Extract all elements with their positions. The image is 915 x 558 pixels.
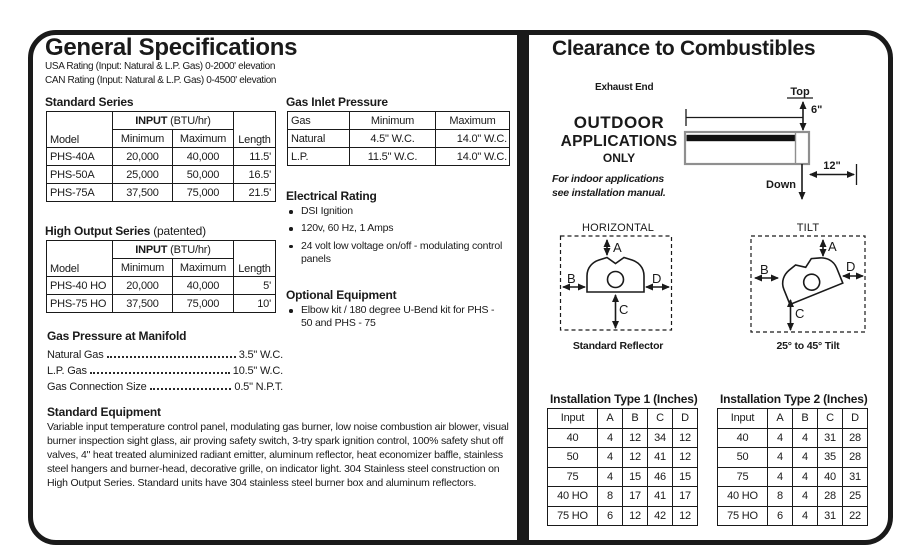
table-cell: 42	[648, 506, 673, 526]
table-row	[288, 148, 510, 166]
tilt-diagram	[745, 222, 871, 352]
gas-pressure-value: 0.5" N.P.T.	[234, 381, 283, 393]
table-row	[47, 166, 276, 184]
table-cell: 6	[768, 506, 793, 526]
gas-pressure-heading: Gas Pressure at Manifold	[47, 329, 187, 343]
table-cell: 4	[793, 487, 818, 507]
general-specs-title: General Specifications	[45, 34, 298, 61]
label-d: D	[846, 259, 856, 274]
table-cell: 4	[768, 448, 793, 468]
table-cell: PHS-50A	[47, 166, 113, 184]
column-header: Length	[234, 112, 276, 148]
table-cell: 41	[648, 448, 673, 468]
standard-series-table	[46, 111, 276, 202]
table-row	[718, 506, 868, 526]
gas-pressure-label: Gas Connection Size	[47, 381, 147, 393]
label-d: D	[652, 271, 662, 286]
exhaust-end-label: Exhaust End	[595, 82, 654, 93]
column-header: C	[818, 409, 843, 429]
table-cell: 4	[768, 428, 793, 448]
input-unit: (BTU/hr)	[167, 114, 211, 127]
table-row	[47, 241, 276, 259]
table-cell: 12	[623, 448, 648, 468]
table-cell: 11.5" W.C.	[350, 148, 436, 166]
tilt-title: TILT	[796, 222, 820, 234]
table-row	[718, 428, 868, 448]
tilted-reflector-group	[777, 251, 843, 304]
electrical-heading: Electrical Rating	[286, 189, 377, 203]
end-clearance-value: 12"	[823, 160, 841, 172]
column-header: D	[673, 409, 698, 429]
table-cell: 14.0" W.C.	[436, 130, 510, 148]
gas-inlet-heading: Gas Inlet Pressure	[286, 95, 388, 109]
table-cell: 40 HO	[548, 487, 598, 507]
gas-pressure-list	[47, 345, 283, 393]
table-cell: 28	[818, 487, 843, 507]
bullet-item: DSI Ignition	[286, 205, 504, 218]
column-header: A	[768, 409, 793, 429]
gas-pressure-row	[47, 361, 283, 377]
table-cell: 40,000	[173, 148, 234, 166]
table-cell: 17	[673, 487, 698, 507]
input-label: INPUT	[135, 243, 168, 256]
dotted-leader	[107, 356, 236, 358]
patented-note: (patented)	[150, 224, 206, 238]
column-header: C	[648, 409, 673, 429]
table-row	[548, 487, 698, 507]
column-header: Input	[718, 409, 768, 429]
table-cell: 75 HO	[718, 506, 768, 526]
electrical-bullet-list	[286, 205, 504, 271]
table-cell: 75	[718, 467, 768, 487]
only-line: ONLY	[602, 151, 636, 165]
table-cell: 20,000	[113, 148, 173, 166]
table-cell: 34	[648, 428, 673, 448]
table-cell: 41	[648, 487, 673, 507]
panel-divider	[517, 30, 529, 545]
table-cell: 50	[718, 448, 768, 468]
burner-tube-circle	[608, 272, 624, 288]
horizontal-clearance-drawing	[555, 234, 681, 334]
table-cell: 75 HO	[548, 506, 598, 526]
tilt-caption: 25° to 45° Tilt	[776, 340, 840, 352]
standard-equipment-body: Variable input temperature control panel, modulating gas burner, low noise combustion air blower, visual burner inspection sight glass, air proving safety switch, 3-try spark ignition control, 100% safety shut off valves, 4" heat treated aluminized radiant emitter, aluminum reflector, heat economizer baffle, stainless steel hangers and burner-head, decorative grille, on indicator light. 304 Stainless steel construction on High Output Series. Standard units have 304 stainless steel burner box and aluminum reflectors.	[47, 421, 509, 490]
indoor-note-line: For indoor applications	[552, 173, 665, 185]
column-header: Maximum	[173, 259, 234, 277]
installation-type1-heading: Installation Type 1 (Inches)	[550, 392, 698, 406]
label-c: C	[619, 302, 629, 317]
table-cell: 4	[598, 467, 623, 487]
horizontal-diagram	[555, 222, 681, 352]
label-a: A	[828, 239, 837, 254]
horizontal-caption: Standard Reflector	[572, 340, 664, 352]
input-label: INPUT	[135, 114, 168, 127]
standard-series-heading: Standard Series	[45, 95, 134, 109]
table-cell: 12	[673, 506, 698, 526]
table-cell: 12	[623, 506, 648, 526]
table-cell: 46	[648, 467, 673, 487]
installation-type2-heading: Installation Type 2 (Inches)	[720, 392, 868, 406]
column-header: Model	[47, 241, 113, 277]
column-header: Minimum	[350, 112, 436, 130]
table-cell: 40	[818, 467, 843, 487]
optional-bullet-list	[286, 304, 504, 335]
table-cell: 28	[843, 448, 868, 468]
column-header: Minimum	[113, 130, 173, 148]
gas-pressure-row	[47, 345, 283, 361]
gas-pressure-row	[47, 377, 283, 393]
table-cell: 14.0" W.C.	[436, 148, 510, 166]
input-unit: (BTU/hr)	[167, 243, 211, 256]
dotted-leader	[90, 372, 230, 374]
table-cell: 4	[793, 467, 818, 487]
table-row	[718, 448, 868, 468]
table-cell: 4	[768, 467, 793, 487]
applications-line: APPLICATIONS	[560, 133, 678, 150]
column-header: A	[598, 409, 623, 429]
label-c: C	[795, 306, 805, 321]
high-output-heading: High Output Series (patented)	[45, 224, 206, 238]
exhaust-clearance-diagram	[660, 82, 875, 207]
table-cell: 21.5'	[234, 184, 276, 202]
table-cell: 40,000	[173, 277, 234, 295]
column-header: Input	[548, 409, 598, 429]
table-row	[47, 112, 276, 130]
table-row	[548, 428, 698, 448]
tilt-clearance-drawing	[745, 234, 871, 334]
table-row	[288, 112, 510, 130]
heater-tube-stripe	[687, 135, 796, 141]
installation-type2-table	[717, 408, 868, 526]
table-cell: PHS-75A	[47, 184, 113, 202]
table-cell: 11.5'	[234, 148, 276, 166]
indoor-note-line: see installation manual.	[552, 186, 666, 199]
table-cell: 4	[793, 506, 818, 526]
bullet-item: 120v, 60 Hz, 1 Amps	[286, 222, 504, 235]
table-cell: 15	[623, 467, 648, 487]
column-header: Maximum	[173, 130, 234, 148]
table-cell: 37,500	[113, 295, 173, 313]
table-cell: 8	[768, 487, 793, 507]
table-cell: PHS-40A	[47, 148, 113, 166]
input-span-header	[113, 241, 234, 259]
table-cell: 20,000	[113, 277, 173, 295]
table-cell: 4	[598, 428, 623, 448]
table-cell: 40	[718, 428, 768, 448]
label-a: A	[613, 240, 622, 255]
dotted-leader	[150, 388, 232, 390]
table-cell: 40 HO	[718, 487, 768, 507]
table-cell: 35	[818, 448, 843, 468]
table-cell: 25	[843, 487, 868, 507]
table-row	[288, 130, 510, 148]
table-cell: 75	[548, 467, 598, 487]
column-header: D	[843, 409, 868, 429]
table-cell: 8	[598, 487, 623, 507]
table-cell: 50	[548, 448, 598, 468]
standard-equipment-heading: Standard Equipment	[47, 405, 161, 419]
column-header: B	[623, 409, 648, 429]
table-cell: 31	[843, 467, 868, 487]
table-row	[548, 409, 698, 429]
table-cell: 15	[673, 467, 698, 487]
table-row	[47, 295, 276, 313]
column-header: Minimum	[113, 259, 173, 277]
table-cell: PHS-75 HO	[47, 295, 113, 313]
table-cell: 75,000	[173, 295, 234, 313]
outdoor-line: OUTDOOR	[573, 113, 665, 132]
table-row	[718, 487, 868, 507]
label-b: B	[567, 271, 576, 286]
table-cell: 37,500	[113, 184, 173, 202]
gas-pressure-label: L.P. Gas	[47, 365, 87, 377]
table-cell: 12	[623, 428, 648, 448]
bullet-item: Elbow kit / 180 degree U-Bend kit for PHS - 50 and PHS - 75	[286, 304, 504, 331]
table-row	[47, 277, 276, 295]
column-header: Length	[234, 241, 276, 277]
table-row	[548, 448, 698, 468]
table-cell: Natural	[288, 130, 350, 148]
table-cell: 4	[793, 448, 818, 468]
table-row	[548, 467, 698, 487]
horizontal-title: HORIZONTAL	[581, 222, 655, 234]
table-row	[548, 506, 698, 526]
high-output-table	[46, 240, 276, 313]
table-cell: L.P.	[288, 148, 350, 166]
table-cell: 22	[843, 506, 868, 526]
can-rating-line: CAN Rating (Input: Natural & L.P. Gas) 0-4500' elevation	[45, 75, 277, 86]
table-row	[47, 148, 276, 166]
column-header: Gas	[288, 112, 350, 130]
installation-type1-table	[547, 408, 698, 526]
table-cell: 50,000	[173, 166, 234, 184]
input-span-header	[113, 112, 234, 130]
table-cell: 75,000	[173, 184, 234, 202]
table-cell: 17	[623, 487, 648, 507]
table-row	[47, 184, 276, 202]
table-row	[718, 467, 868, 487]
table-cell: 5'	[234, 277, 276, 295]
usa-rating-line: USA Rating (Input: Natural & L.P. Gas) 0-2000' elevation	[45, 61, 276, 72]
table-cell: 25,000	[113, 166, 173, 184]
column-header: Model	[47, 112, 113, 148]
top-clearance-value: 6"	[811, 104, 823, 116]
column-header: Maximum	[436, 112, 510, 130]
label-b: B	[760, 262, 769, 277]
table-cell: 4.5" W.C.	[350, 130, 436, 148]
table-cell: 12	[673, 448, 698, 468]
top-label: Top	[790, 86, 810, 98]
table-cell: 16.5'	[234, 166, 276, 184]
table-cell: 12	[673, 428, 698, 448]
table-cell: 31	[818, 506, 843, 526]
optional-heading: Optional Equipment	[286, 288, 397, 302]
table-cell: 28	[843, 428, 868, 448]
gas-pressure-value: 3.5" W.C.	[238, 349, 283, 361]
clearance-title: Clearance to Combustibles	[552, 37, 816, 60]
table-cell: PHS-40 HO	[47, 277, 113, 295]
down-label: Down	[766, 179, 796, 191]
gas-inlet-table	[287, 111, 510, 166]
gas-pressure-label: Natural Gas	[47, 349, 104, 361]
table-cell: 10'	[234, 295, 276, 313]
table-row	[718, 409, 868, 429]
table-cell: 31	[818, 428, 843, 448]
table-cell: 4	[793, 428, 818, 448]
table-cell: 6	[598, 506, 623, 526]
bullet-item: 24 volt low voltage on/off - modulating control panels	[286, 240, 504, 267]
table-cell: 4	[598, 448, 623, 468]
column-header: B	[793, 409, 818, 429]
table-cell: 40	[548, 428, 598, 448]
gas-pressure-value: 10.5" W.C.	[232, 365, 283, 377]
